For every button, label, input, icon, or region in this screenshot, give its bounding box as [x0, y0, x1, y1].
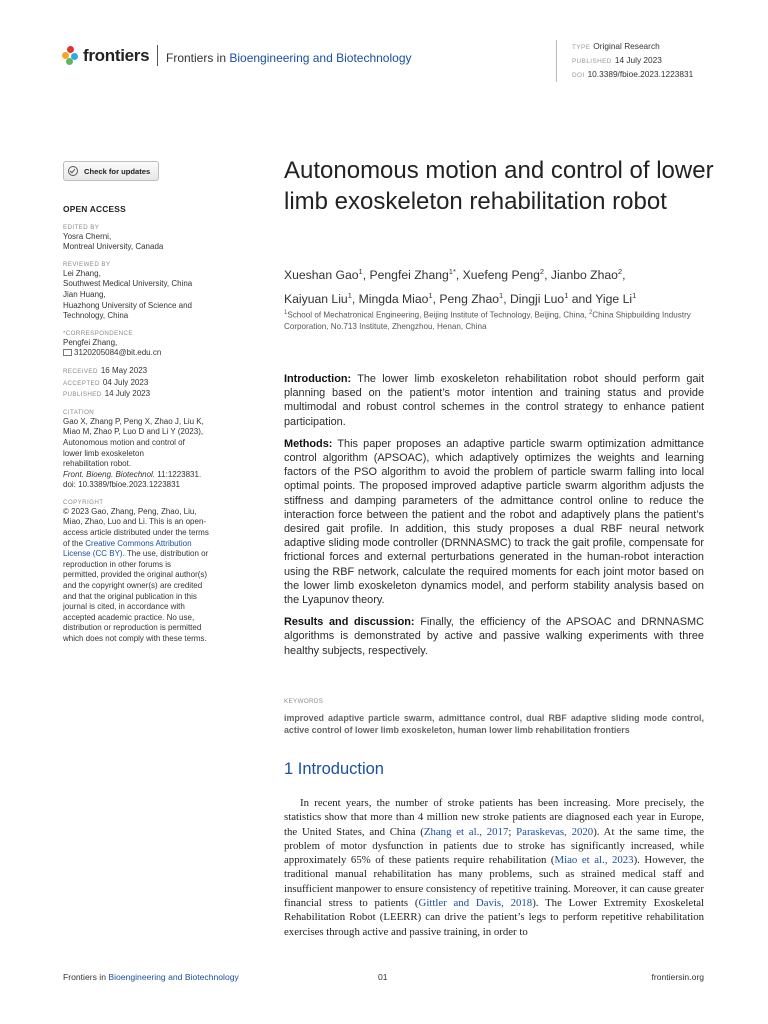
publisher-logo[interactable]	[62, 46, 149, 66]
edited-by-block	[63, 223, 235, 253]
reviewed-by-label: REVIEWED BY	[63, 260, 111, 268]
citation-line: Miao M, Zhao P, Luo D and Li Y (2023),	[63, 427, 204, 437]
author-affiliation-marker: 2	[539, 267, 545, 276]
copyright-text: of the	[63, 538, 86, 548]
reviewer-line: Southwest Medical University, China	[63, 279, 193, 289]
footer-site-link[interactable]: frontiersin.org	[651, 972, 704, 982]
published-label: PUBLISHED	[572, 58, 612, 65]
body-text: ;	[508, 825, 517, 838]
affil-marker: 1	[284, 310, 288, 316]
citation-journal: Front. Bioeng. Biotechnol.	[63, 469, 156, 479]
footer-journal[interactable]	[63, 972, 239, 982]
published-date: 14 July 2023	[104, 389, 151, 399]
citation-label: CITATION	[63, 408, 95, 416]
header-divider	[157, 45, 158, 66]
dates-block	[63, 366, 235, 401]
reviewed-by-block	[63, 260, 235, 322]
author-separator: and	[568, 291, 596, 306]
abstract-introduction	[284, 372, 704, 429]
citation-line: lower limb exoskeleton	[63, 448, 144, 458]
reviewer-line: Jian Huang,	[63, 289, 106, 299]
affiliation: China Shipbuilding Industry Corporation, No.713 Institute, Zhengzhou, Henan, China	[284, 310, 691, 331]
body-text: ). The Lower Extremity Exoskeletal Rehabilitation Robot (LEERR) can drive the patient’s legs to perform repetitive rehabilitation exercises through active and passive training, in order to	[284, 897, 704, 938]
author-name[interactable]: Pengfei Zhang	[369, 268, 449, 283]
author-separator: ,	[503, 291, 510, 306]
abstract-methods-label: Methods:	[284, 437, 333, 450]
author-name[interactable]: Dingji Luo	[509, 291, 565, 306]
correspondence-email[interactable]: 3120205084@bit.edu.cn	[74, 348, 162, 358]
citation-line: rehabilitation robot.	[63, 459, 132, 469]
cc-license-link[interactable]: Creative Commons Attribution	[85, 538, 192, 548]
author-separator: ,	[622, 268, 626, 283]
footer-journal-name: Bioengineering and Biotechnology	[108, 972, 239, 982]
copyright-line: Miao, Zhao, Luo and Li. This is an open-	[63, 517, 207, 527]
author-separator: ,	[351, 291, 359, 306]
author-line	[284, 286, 714, 310]
copyright-line: and that the original publication in this	[63, 591, 197, 601]
abstract-results-text: Finally, the efficiency of the APSOAC and DRNNASMC algorithms is demonstrated by active and passive walking experiments with three healthy subjects, respectively.	[284, 616, 704, 657]
abstract-methods	[284, 437, 704, 607]
cc-license-link[interactable]: License (CC BY)	[63, 549, 123, 559]
citation-doi[interactable]: doi: 10.3389/fbioe.2023.1223831	[63, 480, 180, 490]
copyright-line: journal is cited, in accordance with	[63, 602, 185, 612]
correspondence-block	[63, 329, 235, 359]
author-name[interactable]: Xueshan Gao	[284, 268, 359, 283]
affil-marker: 2	[588, 310, 593, 316]
doi-label: DOI	[572, 72, 585, 79]
copyright-label: COPYRIGHT	[63, 498, 104, 506]
author-name[interactable]: Mingda Miao	[358, 291, 429, 306]
article-title: Autonomous motion and control of lower limb exoskeleton rehabilitation robot	[284, 157, 714, 215]
author-separator: ,	[432, 291, 440, 306]
author-affiliation-marker: 1	[564, 290, 569, 300]
abstract-intro-label: Introduction:	[284, 373, 352, 385]
copyright-line: accepted academic practice. No use,	[63, 612, 195, 622]
page-number: 01	[378, 972, 388, 982]
citation-link[interactable]: Paraskevas, 2020	[516, 825, 594, 838]
doi-value[interactable]: 10.3389/fbioe.2023.1223831	[587, 69, 694, 79]
author-name[interactable]: Peng Zhao	[439, 291, 500, 306]
published-label: PUBLISHED	[63, 391, 102, 399]
citation-line: Autonomous motion and control of	[63, 437, 185, 447]
citation-link[interactable]: Zhang et al., 2017	[423, 825, 509, 838]
copyright-line: © 2023 Gao, Zhang, Peng, Zhao, Liu,	[63, 506, 197, 516]
body-text: ). However, the traditional manual rehabilitation has many problems, such as strained medical staff and insufficient manpower to ensure consistency of repetitive training. Moreover, it can cause greater financial stress to patients (	[284, 854, 704, 910]
body-text: In recent years, the number of stroke patients has been increasing. More precisely, the statistics show that more than 4 million new stroke patients are diagnosed each year in Europe, the United States, and China (	[284, 797, 704, 838]
article-sidebar	[63, 204, 235, 652]
citation-volume: 11:1223831.	[155, 469, 202, 479]
author-separator: ,	[544, 268, 551, 283]
check-for-updates-button[interactable]	[63, 161, 159, 181]
author-line	[284, 262, 714, 286]
abstract-intro-text: The lower limb exoskeleton rehabilitation robot should perform gait planning based on the patient’s motor intention and training status and provide multimodal and robust control schemes in the control strategy to enhance patient participation.	[284, 373, 704, 428]
author-name[interactable]: Kaiyuan Liu	[284, 291, 348, 306]
author-name[interactable]: Jianbo Zhao	[550, 268, 618, 283]
email-icon	[63, 349, 72, 356]
type-label: TYPE	[572, 44, 591, 51]
author-separator: ,	[362, 268, 370, 283]
affiliations	[284, 308, 714, 332]
author-affiliation-marker: 1	[358, 267, 363, 276]
article-meta	[556, 40, 693, 82]
citation-line: Gao X, Zhang P, Peng X, Zhao J, Liu K,	[63, 416, 204, 426]
author-list	[284, 262, 714, 309]
publisher-name: frontiers	[83, 46, 150, 65]
author-affiliation-marker: 1	[428, 290, 433, 300]
citation-link[interactable]: Miao et al., 2023	[554, 854, 634, 867]
journal-prefix: Frontiers in	[166, 51, 230, 65]
author-affiliation-marker: 1	[499, 290, 504, 300]
copyright-text: . The use, distribution or	[122, 549, 209, 559]
body-text: ). At the same time, the problem of motor dysfunction in patients due to stroke has significantly increased, while approximately 65% of these patients require rehabilitation (	[284, 825, 705, 867]
received-label: RECEIVED	[63, 367, 98, 375]
abstract-methods-text: This paper proposes an adaptive particle swarm optimization admittance control algorithm (APSOAC), which adaptively optimizes the weights and learning factors of the PSO algorithm to avoid the problem of particle swarm falling into local optimal points. The proposed improved adaptive particle swarm algorithm adjusts the stiffness and damping parameters of the admittance control online to reduce the interaction force between the patient and the robot and adaptively plans the patient’s desired gait profile. In addition, this study proposes a dual RBF neural network adaptive sliding mode controller (DRNNASMC) to track the gait profile, compensate for frictional forces and external perturbations generated in the human-robot interaction using the RBF network, calculate the required moments for each joint motor based on the lower limb exoskeleton dynamics model, and perform stability analysis based on the Lyapunov theory.	[284, 437, 704, 607]
copyright-line: and the copyright owner(s) are credited	[63, 581, 203, 591]
received-date: 16 May 2023	[100, 365, 148, 375]
copyright-block	[63, 498, 235, 645]
keywords: improved adaptive particle swarm, admittance control, dual RBF adaptive sliding mode control, active control of lower limb exoskeleton, human lower limb rehabilitation frontiers	[284, 713, 704, 736]
open-access-label: OPEN ACCESS	[63, 204, 126, 214]
editor-line: Montreal University, Canada	[63, 242, 164, 252]
author-name[interactable]: Xuefeng Peng	[462, 268, 540, 283]
frontiers-logo-icon	[62, 46, 79, 66]
accepted-date: 04 July 2023	[102, 377, 149, 387]
keywords-label: KEYWORDS	[284, 698, 324, 705]
copyright-line: distribution or reproduction is permitted	[63, 623, 202, 633]
accepted-label: ACCEPTED	[63, 379, 100, 387]
section-heading: 1 Introduction	[284, 760, 384, 778]
copyright-line: which does not comply with these terms.	[63, 634, 207, 643]
copyright-line: permitted, provided the original author(s)	[63, 570, 208, 580]
check-updates-icon	[68, 166, 78, 176]
abstract-results	[284, 615, 704, 658]
journal-name: Bioengineering and Biotechnology	[229, 51, 412, 65]
reviewer-line: Lei Zhang,	[63, 268, 101, 278]
copyright-line: access article distributed under the terms	[63, 528, 209, 538]
correspondence-name: Pengfei Zhang,	[63, 337, 118, 347]
author-affiliation-marker: 1	[632, 290, 637, 300]
author-separator: ,	[455, 268, 463, 283]
correspondence-label: *CORRESPONDENCE	[63, 329, 133, 337]
citation-link[interactable]: Gittler and Davis, 2018	[418, 897, 533, 910]
edited-by-label: EDITED BY	[63, 223, 100, 231]
introduction-paragraph	[284, 796, 704, 939]
author-name[interactable]: Yige Li	[595, 291, 633, 306]
check-updates-label: Check for updates	[84, 166, 151, 176]
journal-title[interactable]	[166, 51, 412, 65]
footer-journal-prefix: Frontiers in	[63, 972, 109, 982]
affiliation: School of Mechatronical Engineering, Beijing Institute of Technology, Beijing, China,	[287, 310, 589, 320]
author-affiliation-marker: 2	[617, 267, 623, 276]
published-value: 14 July 2023	[614, 55, 662, 65]
reviewer-line: Technology, China	[63, 311, 129, 321]
author-affiliation-marker: 1*	[448, 267, 456, 276]
copyright-line: reproduction in other forums is	[63, 559, 172, 569]
author-affiliation-marker: 1	[347, 290, 352, 300]
editor-line: Yosra Cherni,	[63, 231, 112, 241]
citation-block	[63, 408, 235, 491]
reviewer-line: Huazhong University of Science and	[63, 300, 192, 310]
type-value: Original Research	[593, 41, 660, 51]
abstract-results-label: Results and discussion:	[284, 616, 415, 629]
abstract	[284, 372, 704, 666]
